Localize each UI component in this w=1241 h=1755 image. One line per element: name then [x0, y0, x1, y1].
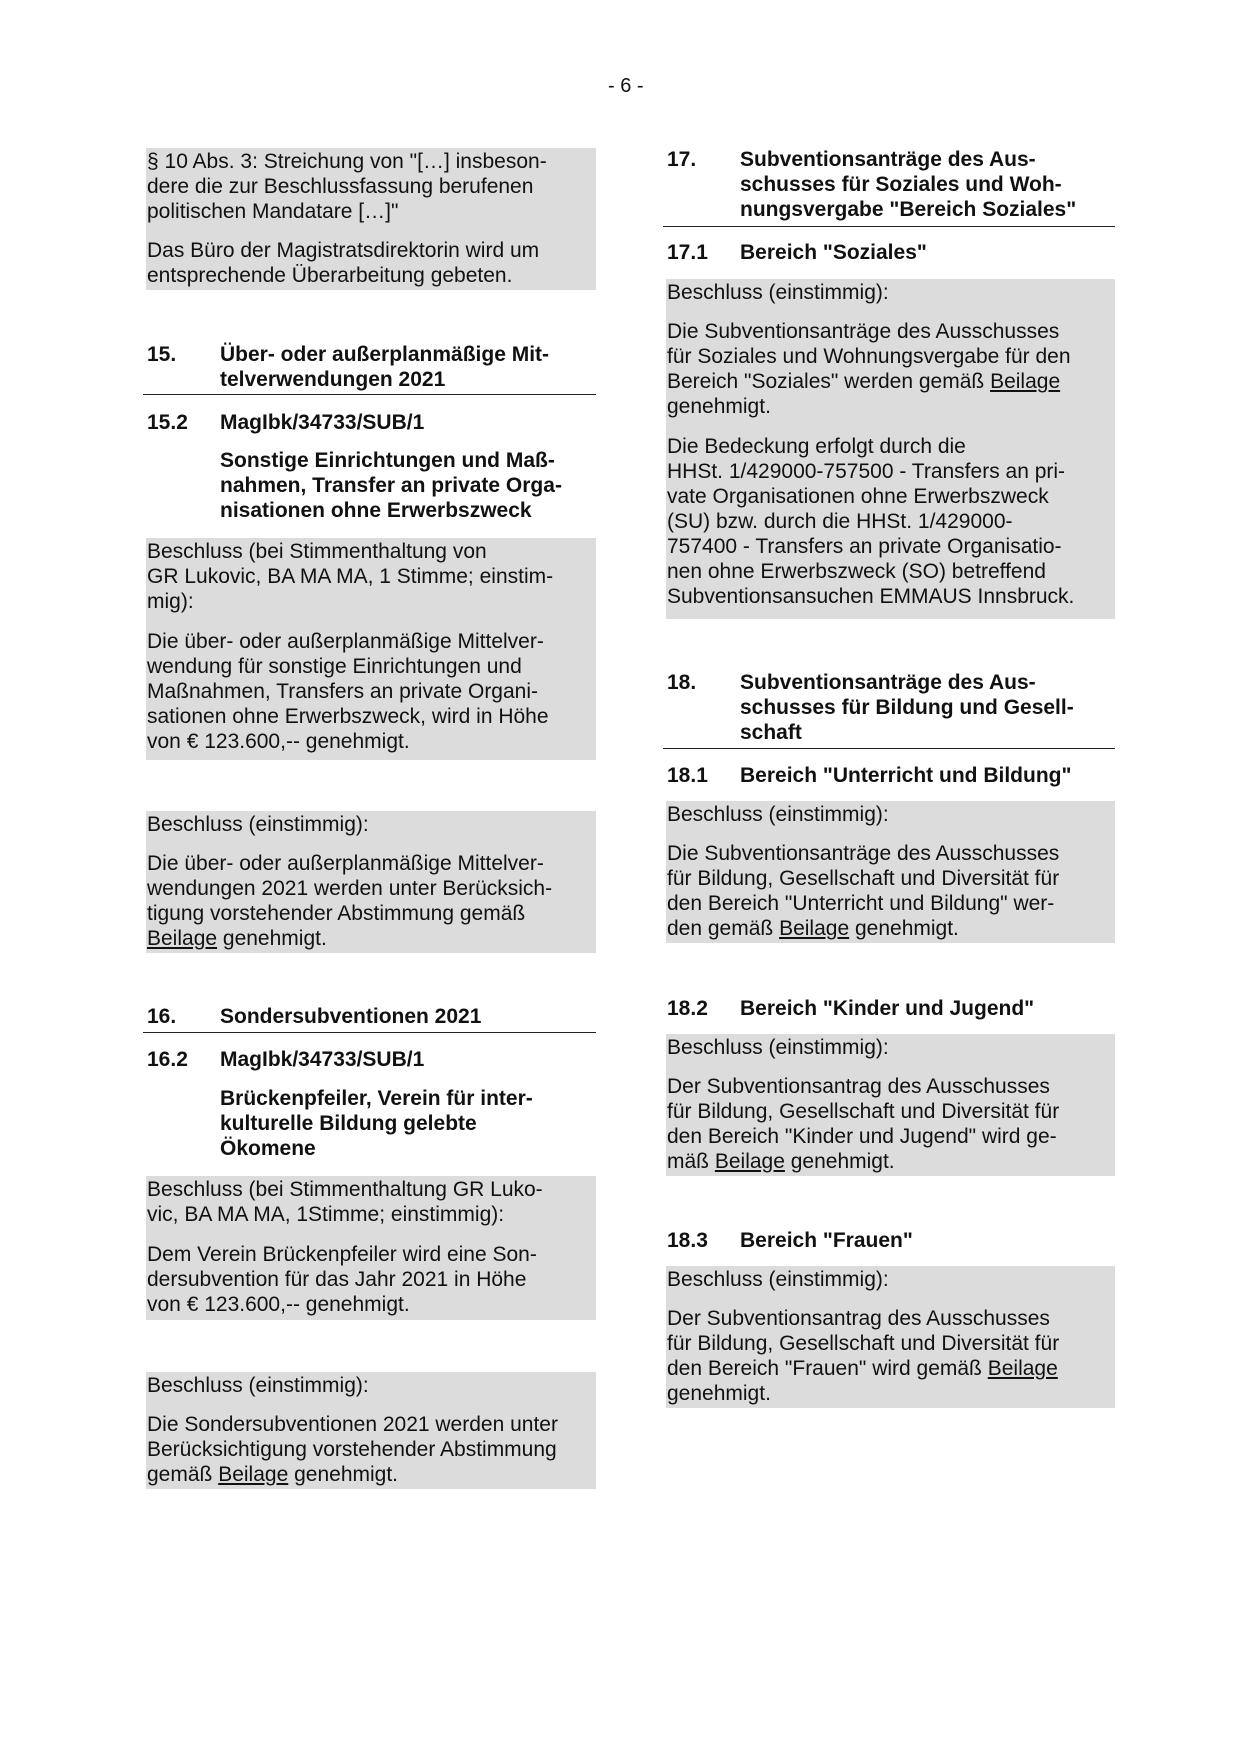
decision-text-line: (SU) bzw. durch die HHSt. 1/429000- [667, 510, 1013, 533]
section-17-rule [663, 226, 1115, 227]
beilage-link[interactable]: Beilage [987, 1357, 1058, 1380]
section-17-title: nungsvergabe "Bereich Soziales" [740, 198, 1077, 221]
beilage-link[interactable]: Beilage [990, 370, 1061, 393]
beschluss-line: Beschluss (bei Stimmenthaltung von [147, 540, 487, 563]
decision-text-line: Dem Verein Brückenpfeiler wird eine Son- [147, 1243, 537, 1266]
beilage-link[interactable]: Beilage [714, 1150, 785, 1173]
section-18-1-number: 18.1 [667, 764, 708, 787]
decision-text-line: für Bildung, Gesellschaft und Diversität für [667, 1100, 1060, 1123]
section-18-title: schaft [740, 721, 802, 744]
beschluss-line: Beschluss (bei Stimmenthaltung GR Luko- [147, 1178, 543, 1201]
section-18-3-title: Bereich "Frauen" [740, 1229, 913, 1252]
decision-text-line: von € 123.600,-- genehmigt. [147, 730, 410, 753]
decision-text-line: dersubvention für das Jahr 2021 in Höhe [147, 1268, 527, 1291]
decision-text-line: den Bereich "Frauen" wird gemäß Beilage [667, 1357, 1058, 1380]
beschluss-label: Beschluss (einstimmig): [667, 1268, 889, 1291]
beschluss-label: Beschluss (einstimmig): [147, 813, 369, 836]
decision-text-line: nen ohne Erwerbszweck (SO) betreffend [667, 560, 1046, 583]
section-16-2-subject: Ökomene [220, 1137, 316, 1160]
section-15-2-subject: nisationen ohne Erwerbszweck [220, 499, 532, 522]
section-16-2-ref: MagIbk/34733/SUB/1 [220, 1048, 425, 1071]
section-17-title: Subventionsanträge des Aus- [740, 148, 1036, 171]
page-number: - 6 - [608, 75, 644, 97]
section-17-1-title: Bereich "Soziales" [740, 241, 927, 264]
beilage-link[interactable]: Beilage [147, 927, 218, 950]
section-18-2-title: Bereich "Kinder und Jugend" [740, 997, 1035, 1020]
decision-text-line: Subventionsansuchen EMMAUS Innsbruck. [667, 585, 1075, 608]
beilage-link[interactable]: Beilage [218, 1463, 289, 1486]
section-16-2-subject: kulturelle Bildung gelebte [220, 1112, 477, 1135]
beilage-link[interactable]: Beilage [779, 917, 850, 940]
section-15-number: 15. [147, 343, 177, 366]
decision-text-line: 757400 - Transfers an private Organisatio- [667, 535, 1062, 558]
decision-text-line: den Bereich "Kinder und Jugend" wird ge- [667, 1125, 1057, 1148]
decision-text-line: HHSt. 1/429000-757500 - Transfers an pri- [667, 460, 1066, 483]
decision-text-line: Der Subventionsantrag des Ausschusses [667, 1075, 1050, 1098]
section-15-rule [143, 394, 596, 395]
section-18-1-title: Bereich "Unterricht und Bildung" [740, 764, 1072, 787]
section-18-title: Subventionsanträge des Aus- [740, 671, 1036, 694]
decision-text-line: Die über- oder außerplanmäßige Mittelver- [147, 630, 544, 653]
beschluss-line: mig): [147, 590, 194, 613]
decision-text-line: Berücksichtigung vorstehender Abstimmung [147, 1438, 557, 1461]
section-18-2-number: 18.2 [667, 997, 708, 1020]
decision-text-line: Die über- oder außerplanmäßige Mittelver- [147, 852, 544, 875]
intro-para2-line: entsprechende Überarbeitung gebeten. [147, 264, 513, 287]
decision-text-line: Die Subventionsanträge des Ausschusses [667, 320, 1060, 343]
decision-text-line: Bereich "Soziales" werden gemäß Beilage [667, 370, 1061, 393]
decision-text-line: genehmigt. [667, 1382, 771, 1405]
section-15-title: telverwendungen 2021 [220, 368, 446, 391]
decision-text-line: Die Sondersubventionen 2021 werden unter [147, 1413, 558, 1436]
beschluss-label: Beschluss (einstimmig): [667, 1036, 889, 1059]
section-15-2-ref: MagIbk/34733/SUB/1 [220, 411, 425, 434]
beschluss-line: GR Lukovic, BA MA MA, 1 Stimme; einstim- [147, 565, 554, 588]
section-16-2-number: 16.2 [147, 1048, 188, 1071]
decision-text-line: für Bildung, Gesellschaft und Diversität für [667, 1332, 1060, 1355]
intro-para1-line: politischen Mandatare […]" [147, 200, 399, 223]
decision-text-line: den Bereich "Unterricht und Bildung" wer- [667, 892, 1055, 915]
decision-text-line: Die Bedeckung erfolgt durch die [667, 435, 966, 458]
decision-text-line: gemäß Beilage genehmigt. [147, 1463, 399, 1486]
decision-text-line: wendungen 2021 werden unter Berücksich- [147, 877, 553, 900]
section-17-number: 17. [667, 148, 697, 171]
decision-text-line: mäß Beilage genehmigt. [667, 1150, 895, 1173]
section-16-number: 16. [147, 1005, 177, 1028]
section-18-rule [663, 748, 1115, 749]
decision-text-line: Maßnahmen, Transfers an private Organi- [147, 680, 539, 703]
intro-para1-line: dere die zur Beschlussfassung berufenen [147, 175, 534, 198]
section-17-1-number: 17.1 [667, 241, 708, 264]
decision-text-line: vate Organisationen ohne Erwerbszweck [667, 485, 1049, 508]
intro-para1-line: § 10 Abs. 3: Streichung von "[…] insbeson- [147, 150, 547, 173]
section-15-title: Über- oder außerplanmäßige Mit- [220, 343, 550, 366]
section-16-2-subject: Brückenpfeiler, Verein für inter- [220, 1087, 533, 1110]
beschluss-label: Beschluss (einstimmig): [667, 803, 889, 826]
beschluss-line: vic, BA MA MA, 1Stimme; einstimmig): [147, 1203, 505, 1226]
section-16-title: Sondersubventionen 2021 [220, 1005, 482, 1028]
decision-text-line: genehmigt. [667, 395, 771, 418]
beschluss-label: Beschluss (einstimmig): [147, 1374, 369, 1397]
decision-text-line: für Bildung, Gesellschaft und Diversität für [667, 867, 1060, 890]
section-15-2-number: 15.2 [147, 411, 188, 434]
decision-text-line: wendung für sonstige Einrichtungen und [147, 655, 522, 678]
decision-text-line: von € 123.600,-- genehmigt. [147, 1293, 410, 1316]
section-18-title: schusses für Bildung und Gesell- [740, 696, 1074, 719]
intro-para2-line: Das Büro der Magistratsdirektorin wird um [147, 239, 540, 262]
section-16-rule [143, 1032, 596, 1033]
decision-text-line: tigung vorstehender Abstimmung gemäß [147, 902, 526, 925]
decision-text-line: für Soziales und Wohnungsvergabe für den [667, 345, 1071, 368]
decision-text-line: den gemäß Beilage genehmigt. [667, 917, 959, 940]
section-15-2-subject: Sonstige Einrichtungen und Maß- [220, 449, 555, 472]
decision-text-line: Die Subventionsanträge des Ausschusses [667, 842, 1060, 865]
decision-text-line: Beilage genehmigt. [147, 927, 327, 950]
section-18-number: 18. [667, 671, 697, 694]
decision-text-line: sationen ohne Erwerbszweck, wird in Höhe [147, 705, 549, 728]
section-15-2-subject: nahmen, Transfer an private Orga- [220, 474, 562, 497]
section-18-3-number: 18.3 [667, 1229, 708, 1252]
decision-text-line: Der Subventionsantrag des Ausschusses [667, 1307, 1050, 1330]
beschluss-label: Beschluss (einstimmig): [667, 281, 889, 304]
section-17-title: schusses für Soziales und Woh- [740, 173, 1062, 196]
